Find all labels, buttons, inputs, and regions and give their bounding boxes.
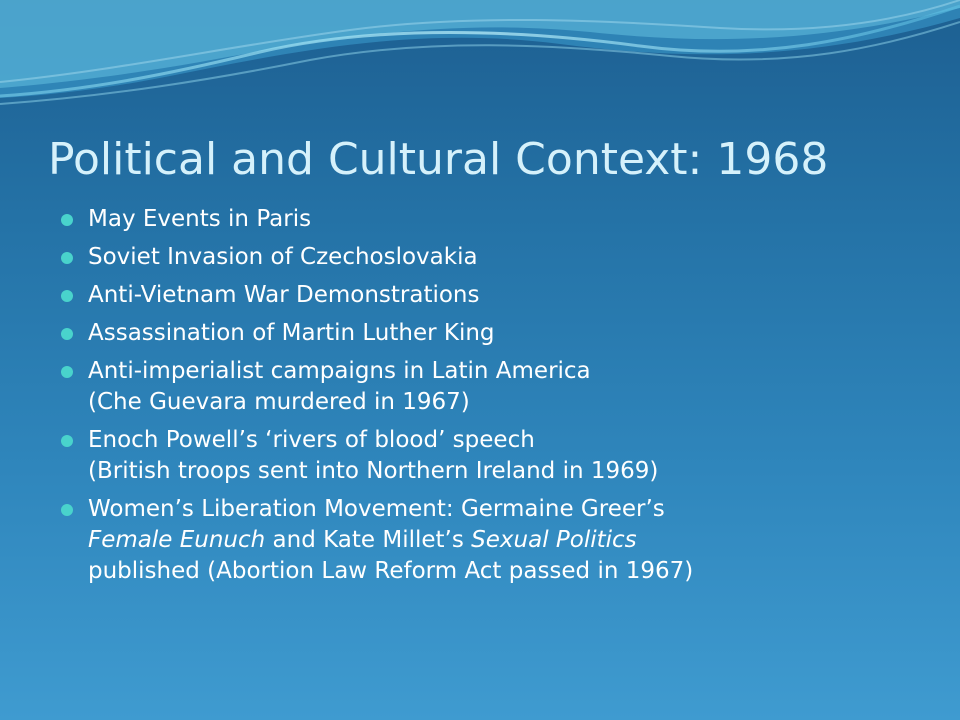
bullet-text-line bbox=[88, 525, 940, 556]
book-title-female-eunuch: Female Eunuch bbox=[88, 527, 266, 553]
bullet-item bbox=[60, 318, 940, 349]
bullet-dot-icon bbox=[61, 435, 73, 447]
bullet-dot-icon bbox=[61, 504, 73, 516]
bullet-dot-icon bbox=[61, 252, 73, 264]
bullet-dot-icon bbox=[61, 290, 73, 302]
bullet-text: Soviet Invasion of Czechoslovakia bbox=[88, 244, 478, 270]
bullet-text: May Events in Paris bbox=[88, 206, 312, 232]
bullet-text-fragment: and Kate Millet’s bbox=[265, 527, 472, 553]
bullet-subtext: (Che Guevara murdered in 1967) bbox=[88, 389, 470, 415]
bullet-item bbox=[60, 356, 940, 418]
bullet-item bbox=[60, 425, 940, 487]
bullet-subtext: (British troops sent into Northern Ireland in 1969) bbox=[88, 458, 659, 484]
bullet-list bbox=[60, 204, 940, 594]
bullet-subtext: published (Abortion Law Reform Act passed in 1967) bbox=[88, 558, 694, 584]
decorative-waves bbox=[0, 0, 960, 130]
slide-title: Political and Cultural Context: 1968 bbox=[48, 134, 829, 185]
bullet-dot-icon bbox=[61, 214, 73, 226]
bullet-text: Women’s Liberation Movement: Germaine Greer’s bbox=[88, 496, 665, 522]
bullet-dot-icon bbox=[61, 366, 73, 378]
bullet-dot-icon bbox=[61, 328, 73, 340]
bullet-text: Anti-imperialist campaigns in Latin America bbox=[88, 358, 591, 384]
bullet-text: Anti-Vietnam War Demonstrations bbox=[88, 282, 480, 308]
bullet-item bbox=[60, 280, 940, 311]
bullet-item bbox=[60, 242, 940, 273]
bullet-item bbox=[60, 204, 940, 235]
book-title-sexual-politics: Sexual Politics bbox=[471, 527, 637, 553]
bullet-item bbox=[60, 494, 940, 587]
bullet-text: Assassination of Martin Luther King bbox=[88, 320, 495, 346]
bullet-text: Enoch Powell’s ‘rivers of blood’ speech bbox=[88, 427, 535, 453]
